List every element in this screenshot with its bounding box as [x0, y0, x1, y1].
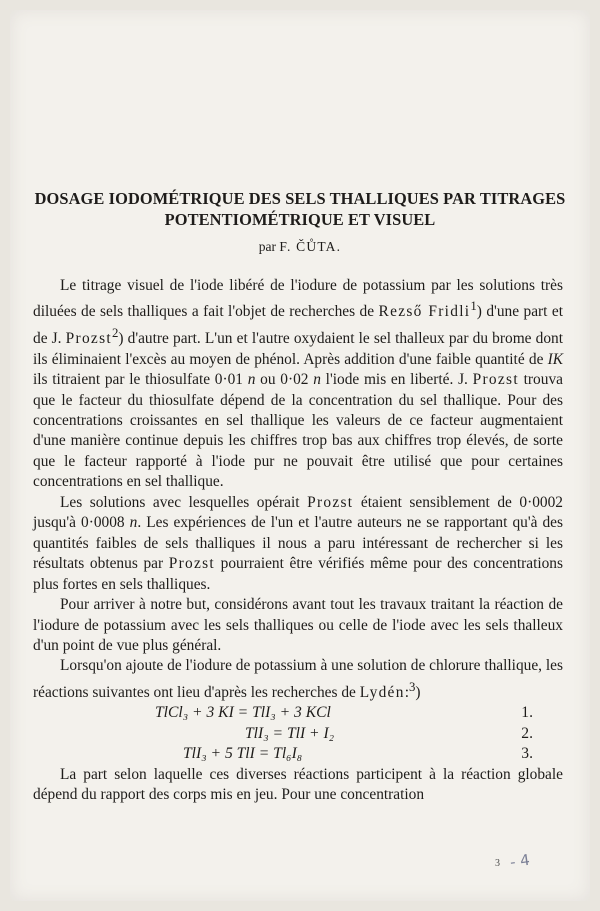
- footnote-ref-3: 3: [408, 679, 416, 694]
- p1-text-c: ) d'autre part. L'un et l'autre oxydaient le sel thalleux par du brome dont ils éliminaient l'excès au moyen de phénol. Après addition d'une faible quantité de: [33, 330, 563, 368]
- equation-number: 2.: [521, 724, 533, 742]
- equation-row: [33, 724, 563, 745]
- paragraph-5: La part selon laquelle ces diverses réactions participent à la réaction globale dépend du rapport des corps mis en jeu. Pour une concentration: [33, 765, 563, 804]
- p1-text-g: trouva que le facteur du thiosulfate dépend de la concentration du sel thallique. Pour des concentrations croissantes en sel thallique les valeurs de ce facteur augmentaient d'une manière continue depuis les chiffres trop bas aux chiffres trop élevés, de sorte que le facteur rapporté à l'iode pur ne pouvait être utilisé que pour certaines concentrations en sel thallique.: [33, 371, 563, 491]
- title-line-2: POTENTIOMÉTRIQUE ET VISUEL: [164, 210, 436, 229]
- author-ref-prozst: Prozst: [472, 371, 519, 389]
- author-line: [10, 239, 590, 255]
- normality-symbol: n: [129, 514, 138, 532]
- formula-ik: IK: [547, 350, 563, 368]
- equation-row: [33, 703, 563, 724]
- author-ref-fridli: Rezső Fridli: [378, 303, 471, 321]
- author-prefix: par: [258, 239, 277, 254]
- p2-text-b: étaient sensiblement de 0·0002 jusqu'à 0·0008: [33, 493, 563, 532]
- equation-block: [33, 703, 563, 765]
- p4-text-b: :: [404, 683, 409, 701]
- p2-text-a: Les solutions avec lesquelles opérait: [60, 493, 308, 511]
- p1-text-b: ) d'une part et de J.: [33, 303, 563, 348]
- equation-expression: TlI₃ = TlI + I₂: [245, 724, 335, 742]
- page-mark: 3: [495, 858, 500, 869]
- article-title: [30, 188, 570, 230]
- equation-expression: TlCl₃ + 3 KI = TlI₃ + 3 KCl: [155, 704, 331, 722]
- paragraph-3: Pour arriver à notre but, considérons avant tout les travaux traitant la réaction de l'iodure de potassium avec les sels thalliques ou celle de l'iode avec les sels thalleux d'un point de vue plus général.: [33, 596, 563, 654]
- equation-expression: TlI₃ + 5 TlI = Tl₆I₈: [183, 745, 303, 763]
- author-ref-prozst: Prozst: [307, 493, 354, 511]
- paragraph-4: [33, 656, 563, 703]
- p4-text-a: Lorsqu'on ajoute de l'iodure de potassium à une solution de chlorure thallique, les réactions suivantes ont lieu d'après les recherches de: [33, 657, 563, 701]
- handwritten-note: - 4: [508, 850, 531, 872]
- footnote-ref-2: 2: [111, 326, 119, 341]
- article-body: [33, 276, 563, 806]
- author-ref-prozst: Prozst: [168, 555, 216, 573]
- p1-text-a: Le titrage visuel de l'iode libéré de l'iodure de potassium par les solutions très diluées de sels thalliques a fait l'objet de recherches de: [33, 277, 563, 321]
- p4-text-c: ): [415, 683, 421, 701]
- page: [10, 10, 590, 901]
- author-name: F. ČŮTA.: [279, 239, 342, 254]
- p1-text-f: l'iode mis en liberté. J.: [320, 371, 473, 389]
- equation-number: 1.: [521, 704, 533, 722]
- p1-text-e: ou 0·02: [255, 371, 314, 389]
- author-ref-prozst: Prozst: [65, 330, 112, 348]
- p2-text-d: pourraient être vérifiés même pour des concentrations plus fortes en sels thalliques.: [33, 555, 563, 593]
- title-line-1: DOSAGE IODOMÉTRIQUE DES SELS THALLIQUES PAR TITRAGES: [34, 189, 566, 208]
- author-ref-lyden: Lydén: [359, 683, 405, 701]
- paragraph-1: [33, 276, 563, 493]
- paragraph-2: [33, 493, 563, 595]
- p2-text-c: . Les expériences de l'un et l'autre auteurs ne se rapportant qu'à des quantités faibles de sels thalliques il nous a paru intéressant de rechercher si les résultats obtenus par: [33, 514, 563, 573]
- normality-symbol: n: [247, 371, 256, 389]
- equation-number: 3.: [521, 745, 533, 763]
- p1-text-d: ils titraient par le thiosulfate 0·01: [33, 371, 248, 389]
- equation-row: [33, 744, 563, 765]
- normality-symbol: n: [313, 371, 321, 389]
- footnote-ref-1: 1: [470, 299, 477, 314]
